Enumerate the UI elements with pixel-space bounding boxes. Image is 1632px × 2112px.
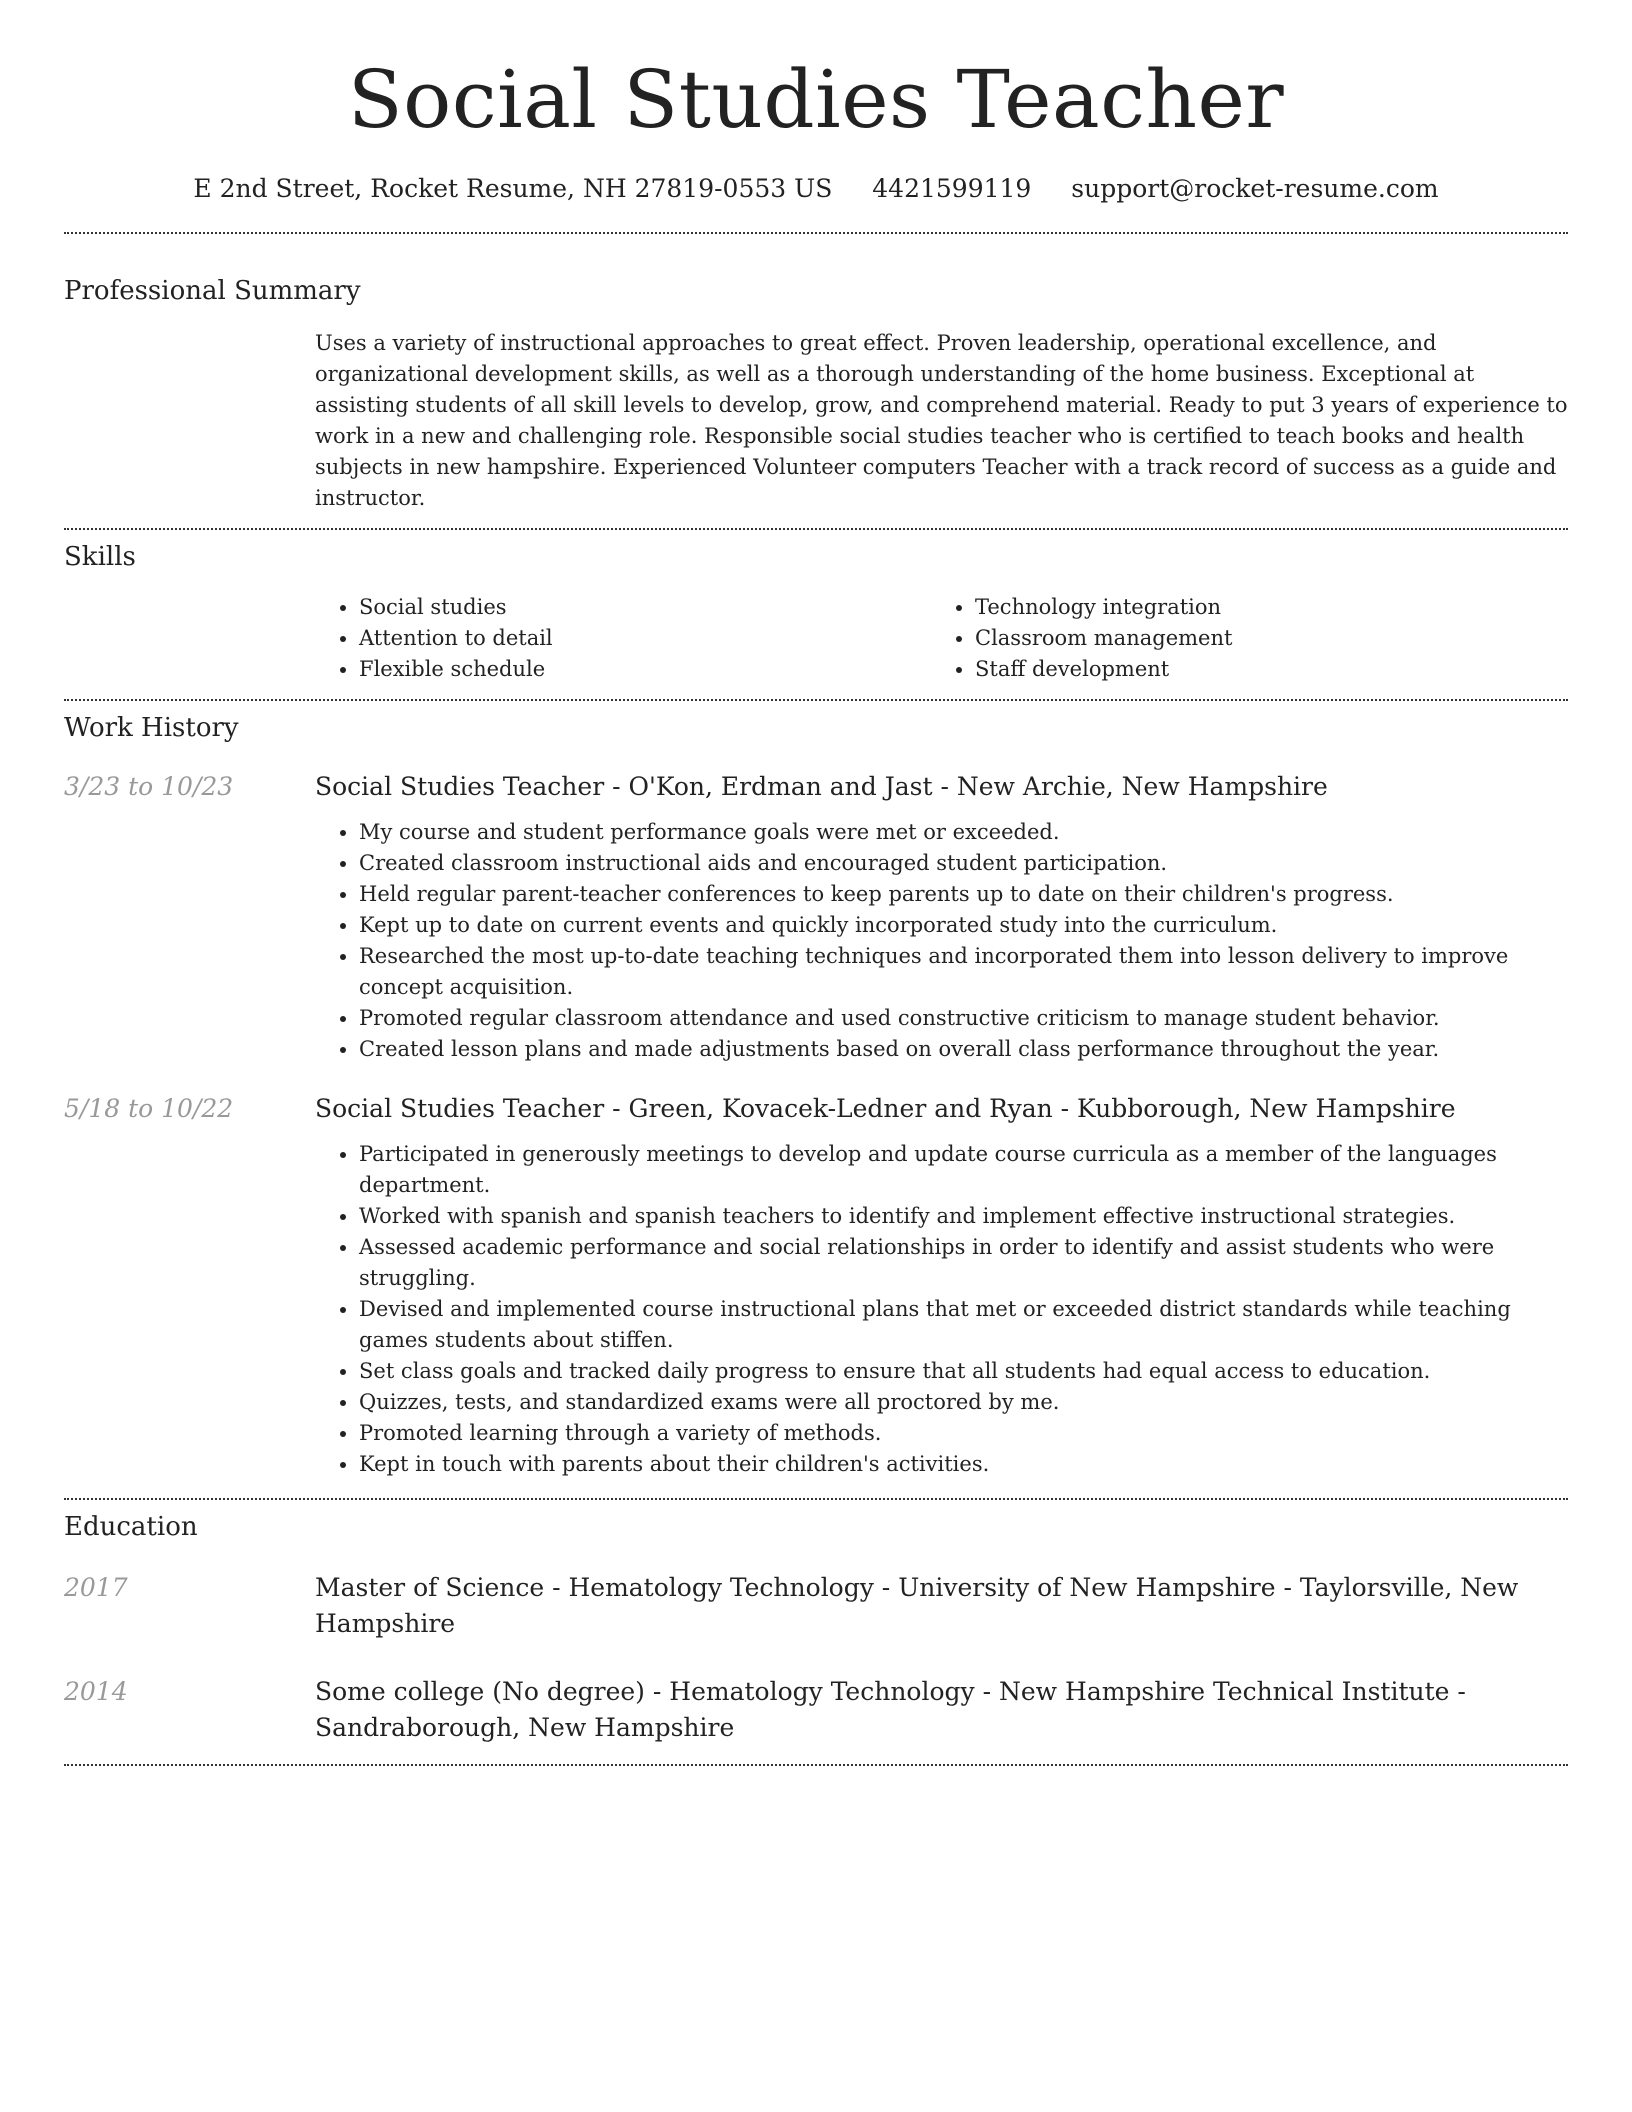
job-dates: 5/18 to 10/22 xyxy=(64,1094,234,1123)
job-bullet: • Promoted learning through a variety of methods. xyxy=(359,1418,1568,1449)
job-bullet: • Promoted regular classroom attendance and used constructive criticism to manage student behavior. xyxy=(359,1003,1568,1034)
job-bullets xyxy=(315,1139,1568,1480)
job-entry xyxy=(64,1091,1568,1498)
contact-address: E 2nd Street, Rocket Resume, NH 27819-0553 US xyxy=(193,174,833,203)
work-heading: Work History xyxy=(64,713,239,743)
job-heading: Social Studies Teacher - O'Kon, Erdman and Jast - New Archie, New Hampshire xyxy=(315,772,1328,801)
education-heading-text: Some college (No degree) - Hematology Technology - New Hampshire Technical Institute - Sandraborough, New Hampshire xyxy=(315,1677,1466,1742)
job-details xyxy=(315,1091,1568,1498)
skill-item: • Classroom management xyxy=(975,623,1475,654)
education-year: 2017 xyxy=(64,1573,128,1602)
job-bullet: • Held regular parent-teacher conferences to keep parents up to date on their children's progress. xyxy=(359,879,1568,910)
job-bullet: • Created classroom instructional aids and encouraged student participation. xyxy=(359,848,1568,879)
job-bullet: • Worked with spanish and spanish teachers to identify and implement effective instructional strategies. xyxy=(359,1201,1568,1232)
job-bullets xyxy=(315,817,1568,1065)
skill-item: • Social studies xyxy=(359,592,931,623)
skill-item: • Flexible schedule xyxy=(359,654,931,685)
job-dates: 3/23 to 10/23 xyxy=(64,772,234,801)
education-entry xyxy=(64,1570,1568,1642)
job-entry xyxy=(64,769,1568,1065)
job-bullet: • Researched the most up-to-date teaching techniques and incorporated them into lesson delivery to improve concept acquisition. xyxy=(359,941,1568,1003)
summary-section xyxy=(64,234,1568,528)
job-bullet: • Kept in touch with parents about their children's activities. xyxy=(359,1449,1568,1480)
contact-email: support@rocket-resume.com xyxy=(1071,174,1439,203)
education-heading-text: Master of Science - Hematology Technology - University of New Hampshire - Taylorsville, New Hampshire xyxy=(315,1573,1519,1638)
skills-heading: Skills xyxy=(64,542,136,572)
skill-item: • Attention to detail xyxy=(359,623,931,654)
job-bullet: • Assessed academic performance and social relationships in order to identify and assist students who were struggling. xyxy=(359,1232,1568,1294)
skill-item: • Staff development xyxy=(975,654,1475,685)
job-bullet: • Set class goals and tracked daily progress to ensure that all students had equal access to education. xyxy=(359,1356,1568,1387)
skill-item: • Technology integration xyxy=(975,592,1475,623)
summary-text: Uses a variety of instructional approaches to great effect. Proven leadership, operational excellence, and organizational development skills, as well as a thorough understanding of the home business. Exceptional at assisting students of all skill levels to develop, grow, and comprehend material. Ready to put 3 years of experience to work in a new and challenging role. Responsible social studies teacher who is certified to teach books and health subjects in new hampshire. Experienced Volunteer computers Teacher with a track record of success as a guide and instructor. xyxy=(315,331,1568,510)
skills-section xyxy=(64,530,1568,699)
skills-columns xyxy=(315,592,1568,685)
skills-row xyxy=(64,574,1568,699)
education-section xyxy=(64,1500,1568,1746)
skills-list-col1 xyxy=(315,592,931,685)
contact-phone: 4421599119 xyxy=(872,174,1032,203)
job-bullet: • Quizzes, tests, and standardized exams were all proctored by me. xyxy=(359,1387,1568,1418)
skills-list-col2 xyxy=(931,592,1475,685)
job-bullet: • Participated in generously meetings to develop and update course curricula as a member of the languages department. xyxy=(359,1139,1568,1201)
job-bullet: • Created lesson plans and made adjustments based on overall class performance throughout the year. xyxy=(359,1034,1568,1065)
resume-name: Social Studies Teacher xyxy=(347,53,1285,146)
skills-right-col xyxy=(315,574,1568,699)
summary-left-col xyxy=(64,308,315,528)
education-divider xyxy=(64,1764,1568,1766)
skills-left-col xyxy=(64,574,315,699)
job-bullet: • My course and student performance goals were met or exceeded. xyxy=(359,817,1568,848)
job-heading: Social Studies Teacher - Green, Kovacek-Ledner and Ryan - Kubborough, New Hampshire xyxy=(315,1094,1456,1123)
job-bullet: • Kept up to date on current events and quickly incorporated study into the curriculum. xyxy=(359,910,1568,941)
summary-heading: Professional Summary xyxy=(64,276,361,306)
summary-row xyxy=(64,308,1568,528)
education-entry xyxy=(64,1674,1568,1746)
work-section xyxy=(64,701,1568,1498)
education-heading: Education xyxy=(64,1512,198,1542)
education-year: 2014 xyxy=(64,1677,128,1706)
job-bullet: • Devised and implemented course instructional plans that met or exceeded district standards while teaching games students about stiffen. xyxy=(359,1294,1568,1356)
contact-line xyxy=(64,172,1568,206)
job-details xyxy=(315,769,1568,1065)
